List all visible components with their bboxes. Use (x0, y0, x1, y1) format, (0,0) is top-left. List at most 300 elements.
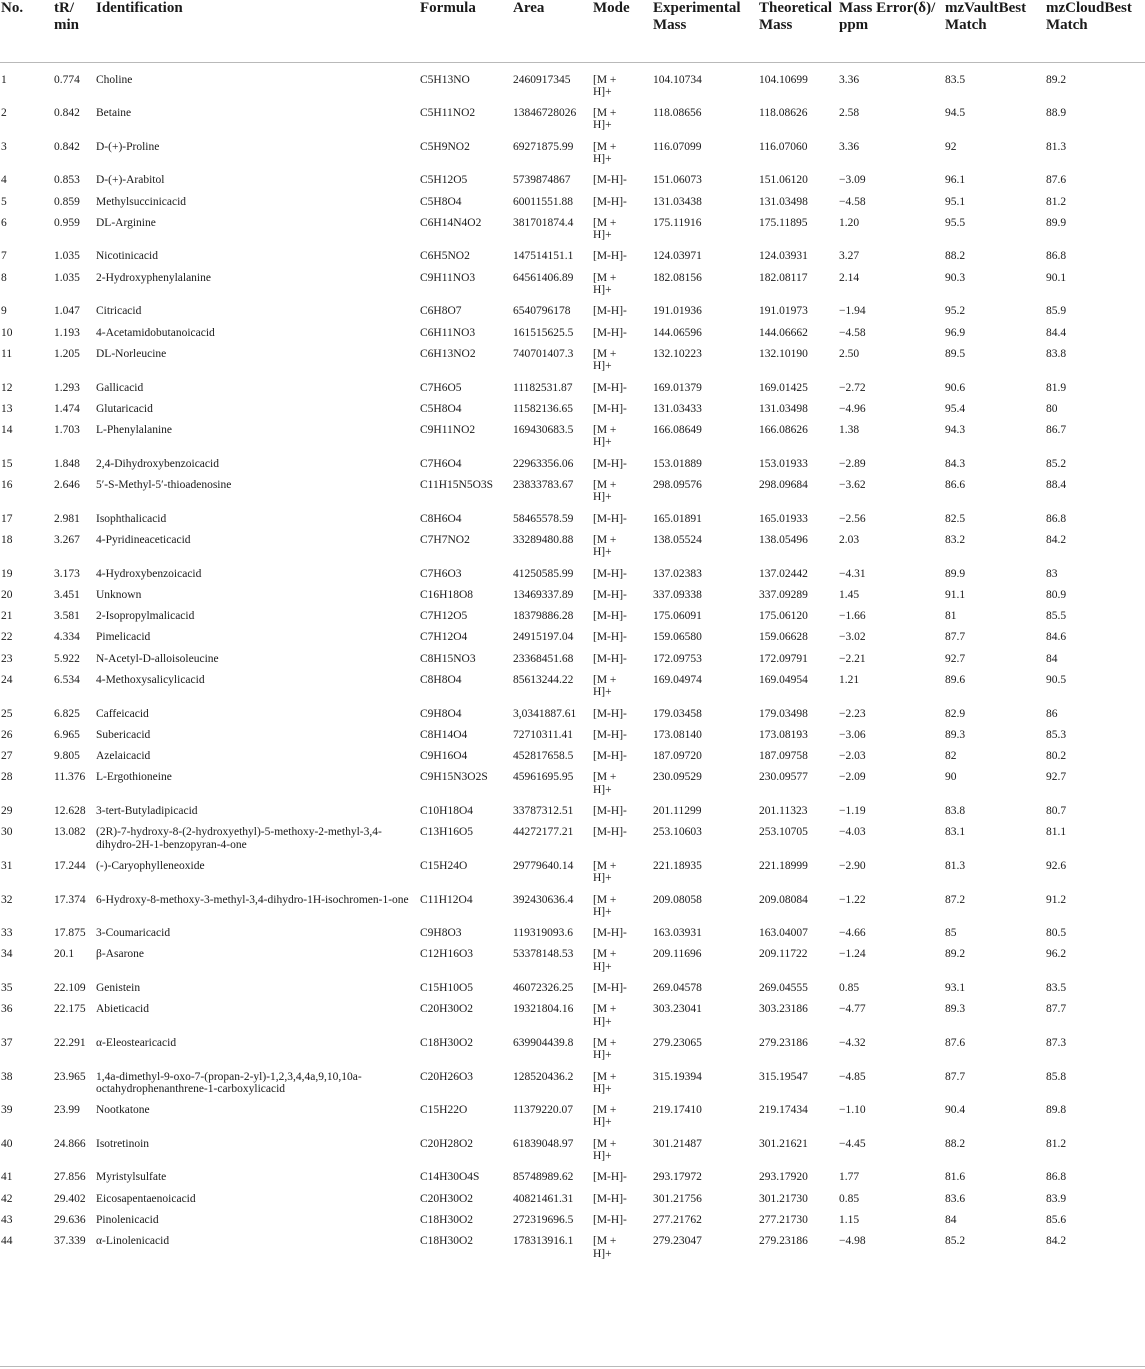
cell-formula: C14H30O4S (420, 1171, 480, 1184)
cell-mzcloud-match: 85.6 (1046, 1213, 1067, 1226)
cell-experimental-mass: 301.21487 (653, 1137, 702, 1150)
table-row (0, 670, 1145, 704)
cell-no: 11 (1, 347, 13, 360)
cell-experimental-mass: 179.03458 (653, 707, 702, 720)
cell-identification: 2-Hydroxyphenylalanine (96, 271, 211, 284)
cell-mode: [M-H]- (593, 326, 627, 339)
cell-mass-error: −2.09 (839, 771, 866, 784)
cell-no: 29 (1, 805, 13, 818)
cell-no: 30 (1, 826, 13, 839)
cell-mzcloud-match: 85.2 (1046, 457, 1067, 470)
cell-identification: α-Linolenicacid (96, 1235, 170, 1248)
cell-formula: C7H6O4 (420, 457, 462, 470)
table-row (0, 301, 1145, 322)
table-row (0, 246, 1145, 267)
cell-identification: DL-Arginine (96, 216, 156, 229)
cell-formula: C9H15N3O2S (420, 771, 488, 784)
cell-theoretical-mass: 172.09791 (759, 652, 808, 665)
cell-mzcloud-match: 81.9 (1046, 381, 1067, 394)
cell-mass-error: −4.03 (839, 826, 866, 839)
cell-no: 2 (1, 107, 7, 120)
cell-mass-error: −4.58 (839, 195, 866, 208)
header-row (0, 0, 1145, 62)
cell-formula: C8H14O4 (420, 728, 468, 741)
cell-area: 23368451.68 (513, 652, 574, 665)
cell-retention-time: 1.293 (54, 381, 80, 394)
cell-mass-error: −2.23 (839, 707, 866, 720)
cell-experimental-mass: 293.17972 (653, 1171, 702, 1184)
cell-formula: C20H26O3 (420, 1070, 474, 1083)
cell-mzcloud-match: 89.8 (1046, 1104, 1067, 1117)
cell-theoretical-mass: 131.03498 (759, 195, 808, 208)
cell-theoretical-mass: 209.08084 (759, 893, 808, 906)
cell-retention-time: 11.376 (54, 771, 86, 784)
table-row (0, 944, 1145, 978)
table-row (0, 475, 1145, 509)
cell-mzvault-match: 95.5 (945, 216, 966, 229)
cell-no: 40 (1, 1137, 13, 1150)
cell-area: 46072326.25 (513, 982, 574, 995)
cell-area: 452817658.5 (513, 750, 574, 763)
cell-experimental-mass: 337.09338 (653, 588, 702, 601)
cell-experimental-mass: 124.03971 (653, 250, 702, 263)
cell-formula: C15H24O (420, 859, 468, 872)
table-row (0, 767, 1145, 801)
cell-theoretical-mass: 163.04007 (759, 927, 808, 940)
cell-mzvault-match: 81.6 (945, 1171, 966, 1184)
cell-retention-time: 6.534 (54, 674, 80, 686)
cell-mzvault-match: 83.2 (945, 533, 966, 546)
cell-mzcloud-match: 88.9 (1046, 107, 1067, 120)
cell-mzvault-match: 83.8 (945, 805, 966, 818)
cell-mass-error: 2.14 (839, 271, 860, 284)
cell-identification: Choline (96, 73, 133, 86)
cell-theoretical-mass: 116.07060 (759, 140, 808, 153)
cell-formula: C6H8O7 (420, 305, 462, 318)
cell-identification: Glutaricacid (96, 402, 153, 415)
cell-experimental-mass: 169.01379 (653, 381, 702, 394)
cell-formula: C7H7NO2 (420, 533, 470, 546)
cell-no: 19 (1, 567, 13, 580)
cell-mzcloud-match: 86 (1046, 707, 1058, 720)
cell-theoretical-mass: 169.01425 (759, 381, 808, 394)
cell-mass-error: −4.31 (839, 567, 866, 580)
cell-experimental-mass: 166.08649 (653, 424, 702, 437)
cell-mass-error: −2.03 (839, 750, 866, 763)
cell-mass-error: −2.21 (839, 652, 866, 665)
cell-area: 64561406.89 (513, 271, 574, 284)
cell-experimental-mass: 153.01889 (653, 457, 702, 470)
cell-mode: [M + H]+ (593, 424, 617, 449)
cell-mzvault-match: 85.2 (945, 1235, 966, 1248)
col-header-retention-time: tR/ min (53, 0, 95, 62)
cell-experimental-mass: 253.10603 (653, 826, 702, 839)
cell-mzvault-match: 83.5 (945, 73, 966, 86)
cell-theoretical-mass: 253.10705 (759, 826, 808, 839)
cell-mass-error: 3.36 (839, 73, 860, 86)
table-row (0, 399, 1145, 420)
table-row (0, 725, 1145, 746)
cell-mass-error: 2.50 (839, 347, 860, 360)
cell-mass-error: −4.58 (839, 326, 866, 339)
cell-mode: [M-H]- (593, 927, 627, 940)
cell-formula: C7H6O5 (420, 381, 462, 394)
cell-mode: [M + H]+ (593, 479, 617, 504)
table-row (0, 822, 1145, 856)
cell-identification: Abieticacid (96, 1003, 150, 1016)
cell-mode: [M-H]- (593, 1171, 627, 1184)
cell-experimental-mass: 131.03433 (653, 402, 702, 415)
cell-area: 19321804.16 (513, 1003, 574, 1016)
cell-experimental-mass: 187.09720 (653, 750, 702, 763)
cell-experimental-mass: 175.06091 (653, 610, 702, 623)
cell-identification: L-Phenylalanine (96, 424, 173, 437)
cell-formula: C9H11NO2 (420, 424, 476, 437)
cell-mass-error: −1.19 (839, 805, 866, 818)
cell-retention-time: 24.866 (54, 1137, 86, 1150)
col-header-mzvault-match: mzVaultBest Match (944, 0, 1045, 62)
cell-mass-error: 2.58 (839, 107, 860, 120)
table-row (0, 378, 1145, 399)
cell-identification: Betaine (96, 107, 132, 120)
cell-experimental-mass: 230.09529 (653, 771, 702, 784)
cell-area: 23833783.67 (513, 479, 574, 492)
cell-experimental-mass: 131.03438 (653, 195, 702, 208)
cell-area: 33787312.51 (513, 805, 574, 818)
table-row (0, 1210, 1145, 1231)
cell-theoretical-mass: 219.17434 (759, 1104, 808, 1117)
cell-no: 24 (1, 674, 13, 686)
cell-theoretical-mass: 201.11323 (759, 805, 808, 818)
cell-experimental-mass: 173.08140 (653, 728, 702, 741)
cell-formula: C12H16O3 (420, 948, 474, 961)
cell-mzvault-match: 94.3 (945, 424, 966, 437)
cell-theoretical-mass: 159.06628 (759, 631, 808, 644)
cell-mode: [M-H]- (593, 1192, 627, 1205)
cell-mzvault-match: 88.2 (945, 250, 966, 263)
table-row (0, 1167, 1145, 1188)
cell-retention-time: 1.035 (54, 250, 80, 263)
cell-retention-time: 27.856 (54, 1171, 86, 1184)
cell-theoretical-mass: 151.06120 (759, 174, 808, 187)
cell-theoretical-mass: 153.01933 (759, 457, 808, 470)
cell-area: 85613244.22 (513, 674, 574, 686)
cell-no: 35 (1, 982, 13, 995)
cell-no: 28 (1, 771, 13, 784)
cell-mass-error: 1.21 (839, 674, 860, 686)
cell-no: 4 (1, 174, 7, 187)
col-header-mass-error: Mass Error(δ)/ ppm (838, 0, 944, 62)
cell-mzvault-match: 90.6 (945, 381, 966, 394)
table-row (0, 509, 1145, 530)
cell-mzvault-match: 81.3 (945, 859, 966, 872)
cell-identification: 3-tert-Butyladipicacid (96, 805, 198, 818)
cell-retention-time: 22.175 (54, 1003, 86, 1016)
cell-theoretical-mass: 301.21730 (759, 1192, 808, 1205)
cell-retention-time: 3.267 (54, 533, 80, 546)
cell-experimental-mass: 209.11696 (653, 948, 702, 961)
cell-theoretical-mass: 104.10699 (759, 73, 808, 86)
cell-area: 41250585.99 (513, 567, 574, 580)
cell-theoretical-mass: 166.08626 (759, 424, 808, 437)
table-row (0, 856, 1145, 890)
cell-experimental-mass: 159.06580 (653, 631, 702, 644)
cell-mzvault-match: 89.3 (945, 1003, 966, 1016)
cell-mode: [M-H]- (593, 652, 627, 665)
cell-area: 119319093.6 (513, 927, 573, 940)
cell-mode: [M-H]- (593, 402, 627, 415)
cell-retention-time: 17.875 (54, 927, 86, 940)
cell-area: 58465578.59 (513, 512, 574, 525)
cell-mzvault-match: 90.4 (945, 1104, 966, 1117)
table-row (0, 323, 1145, 344)
cell-formula: C6H5NO2 (420, 250, 470, 263)
cell-mode: [M + H]+ (593, 1036, 617, 1062)
table-row (0, 585, 1145, 606)
table-row (0, 606, 1145, 627)
cell-theoretical-mass: 301.21621 (759, 1137, 808, 1150)
cell-theoretical-mass: 315.19547 (759, 1070, 808, 1083)
cell-mzvault-match: 87.7 (945, 631, 966, 644)
cell-mzvault-match: 95.2 (945, 305, 966, 318)
cell-mzcloud-match: 81.2 (1046, 195, 1067, 208)
cell-formula: C7H12O5 (420, 610, 468, 623)
cell-formula: C5H11NO2 (420, 107, 476, 120)
cell-no: 17 (1, 512, 13, 525)
cell-identification: L-Ergothioneine (96, 771, 172, 784)
cell-mzcloud-match: 83.9 (1046, 1192, 1067, 1205)
cell-identification: Azelaicacid (96, 750, 151, 763)
cell-mzvault-match: 89.2 (945, 948, 966, 961)
cell-retention-time: 0.842 (54, 107, 80, 120)
cell-mass-error: −4.96 (839, 402, 866, 415)
table-row (0, 1100, 1145, 1134)
cell-mode: [M + H]+ (593, 1070, 617, 1095)
cell-experimental-mass: 209.08058 (653, 893, 702, 906)
cell-mzvault-match: 94.5 (945, 107, 966, 120)
cell-mass-error: −2.89 (839, 457, 866, 470)
cell-retention-time: 17.374 (54, 893, 86, 906)
cell-formula: C9H16O4 (420, 750, 468, 763)
cell-mzcloud-match: 87.3 (1046, 1036, 1067, 1049)
cell-identification: Nicotinicacid (96, 250, 158, 263)
cell-area: 381701874.4 (513, 216, 574, 229)
cell-mode: [M + H]+ (593, 347, 617, 373)
cell-no: 13 (1, 402, 13, 415)
cell-area: 147514151.1 (513, 250, 574, 263)
cell-mass-error: −1.24 (839, 948, 866, 961)
cell-theoretical-mass: 269.04555 (759, 982, 808, 995)
cell-mode: [M-H]- (593, 512, 627, 525)
cell-no: 21 (1, 610, 13, 623)
cell-mzcloud-match: 84.2 (1046, 1235, 1067, 1248)
cell-mzcloud-match: 86.8 (1046, 250, 1067, 263)
table-row (0, 103, 1145, 137)
cell-retention-time: 0.853 (54, 174, 80, 187)
table-row (0, 62, 1145, 103)
table-row (0, 649, 1145, 670)
table-row (0, 1033, 1145, 1067)
cell-mass-error: −1.94 (839, 305, 866, 318)
cell-mzcloud-match: 90.1 (1046, 271, 1067, 284)
cell-area: 6540796178 (513, 305, 571, 318)
cell-no: 27 (1, 750, 13, 763)
cell-mass-error: −4.98 (839, 1235, 866, 1248)
cell-no: 10 (1, 326, 13, 339)
cell-theoretical-mass: 175.11895 (759, 216, 808, 229)
cell-mass-error: −4.66 (839, 927, 866, 940)
cell-theoretical-mass: 131.03498 (759, 402, 808, 415)
cell-formula: C5H8O4 (420, 195, 462, 208)
cell-identification: 5′-S-Methyl-5′-thioadenosine (96, 479, 232, 492)
cell-mass-error: −4.32 (839, 1036, 866, 1049)
cell-mzcloud-match: 83.8 (1046, 347, 1067, 360)
cell-mode: [M-H]- (593, 457, 627, 470)
table-row (0, 890, 1145, 924)
cell-formula: C13H16O5 (420, 826, 474, 839)
cell-mode: [M-H]- (593, 610, 627, 623)
cell-no: 12 (1, 381, 13, 394)
cell-mass-error: −1.66 (839, 610, 866, 623)
col-header-mzcloud-match: mzCloudBest Match (1045, 0, 1145, 62)
cell-no: 8 (1, 271, 7, 284)
cell-identification: Genistein (96, 982, 141, 995)
cell-formula: C5H9NO2 (420, 140, 470, 153)
cell-identification: (-)-Caryophylleneoxide (96, 859, 205, 872)
table-row (0, 170, 1145, 191)
cell-formula: C20H28O2 (420, 1137, 474, 1150)
cell-mzcloud-match: 92.7 (1046, 771, 1067, 784)
cell-theoretical-mass: 179.03498 (759, 707, 808, 720)
cell-mzvault-match: 87.6 (945, 1036, 966, 1049)
cell-mzcloud-match: 84.2 (1046, 533, 1067, 546)
cell-theoretical-mass: 118.08626 (759, 107, 808, 120)
cell-experimental-mass: 132.10223 (653, 347, 702, 360)
cell-no: 38 (1, 1070, 13, 1083)
cell-identification: Unknown (96, 588, 142, 601)
cell-theoretical-mass: 337.09289 (759, 588, 808, 601)
col-header-area: Area (512, 0, 592, 62)
cell-mass-error: 2.03 (839, 533, 860, 546)
cell-area: 45961695.95 (513, 771, 574, 784)
cell-mass-error: −2.90 (839, 859, 866, 872)
cell-retention-time: 13.082 (54, 826, 86, 839)
cell-mode: [M-H]- (593, 174, 627, 187)
cell-no: 26 (1, 728, 13, 741)
cell-no: 1 (1, 73, 7, 86)
cell-no: 20 (1, 588, 13, 601)
cell-area: 29779640.14 (513, 859, 574, 872)
cell-mass-error: −3.02 (839, 631, 866, 644)
cell-identification: DL-Norleucine (96, 347, 167, 360)
cell-theoretical-mass: 182.08117 (759, 271, 808, 284)
cell-mass-error: −3.06 (839, 728, 866, 741)
cell-mode: [M + H]+ (593, 674, 617, 699)
cell-mzvault-match: 89.9 (945, 567, 966, 580)
cell-experimental-mass: 165.01891 (653, 512, 702, 525)
cell-area: 13846728026 (513, 107, 577, 120)
cell-no: 34 (1, 948, 13, 961)
cell-mzcloud-match: 85.3 (1046, 728, 1067, 741)
cell-theoretical-mass: 191.01973 (759, 305, 808, 318)
cell-mzcloud-match: 83 (1046, 567, 1058, 580)
cell-experimental-mass: 303.23041 (653, 1003, 702, 1016)
cell-mzcloud-match: 86.7 (1046, 424, 1067, 437)
cell-mzcloud-match: 86.8 (1046, 512, 1067, 525)
cell-retention-time: 22.109 (54, 982, 86, 995)
cell-mzcloud-match: 84.6 (1046, 631, 1067, 644)
col-header-mode: Mode (592, 0, 652, 62)
cell-identification: Isophthalicacid (96, 512, 167, 525)
cell-formula: C20H30O2 (420, 1003, 474, 1016)
table-row (0, 1231, 1145, 1265)
cell-identification: 2,4-Dihydroxybenzoicacid (96, 457, 219, 470)
cell-retention-time: 6.965 (54, 728, 80, 741)
cell-mass-error: −4.85 (839, 1070, 866, 1083)
cell-formula: C5H12O5 (420, 174, 468, 187)
cell-area: 18379886.28 (513, 610, 574, 623)
table-row (0, 213, 1145, 247)
cell-mzvault-match: 91.1 (945, 588, 966, 601)
cell-identification: (2R)-7-hydroxy-8-(2-hydroxyethyl)-5-methoxy-2-methyl-3,4-dihydro-2H-1-benzopyran-4-one (96, 826, 382, 851)
cell-no: 37 (1, 1036, 13, 1049)
cell-no: 9 (1, 305, 7, 318)
cell-mzvault-match: 95.4 (945, 402, 966, 415)
cell-identification: 3-Coumaricacid (96, 927, 171, 940)
cell-mzcloud-match: 86.8 (1046, 1171, 1067, 1184)
cell-area: 5739874867 (513, 174, 571, 187)
cell-mass-error: 1.38 (839, 424, 860, 437)
cell-mode: [M-H]- (593, 250, 627, 263)
cell-formula: C6H11NO3 (420, 326, 476, 339)
cell-mzvault-match: 96.1 (945, 174, 966, 187)
cell-experimental-mass: 219.17410 (653, 1104, 702, 1117)
cell-mzvault-match: 90.3 (945, 271, 966, 284)
cell-mzcloud-match: 87.6 (1046, 174, 1067, 187)
cell-no: 18 (1, 533, 13, 546)
cell-mode: [M + H]+ (593, 140, 617, 165)
cell-mzvault-match: 87.7 (945, 1070, 966, 1083)
cell-mzvault-match: 84 (945, 1213, 957, 1226)
cell-mass-error: 0.85 (839, 1192, 860, 1205)
cell-identification: Nootkatone (96, 1104, 150, 1117)
table-row (0, 344, 1145, 378)
cell-retention-time: 4.334 (54, 631, 80, 644)
cell-retention-time: 29.402 (54, 1192, 86, 1205)
cell-retention-time: 22.291 (54, 1036, 86, 1049)
cell-mass-error: 1.15 (839, 1213, 860, 1226)
cell-identification: 6-Hydroxy-8-methoxy-3-methyl-3,4-dihydro-1H-isochromen-1-one (96, 893, 409, 906)
cell-theoretical-mass: 187.09758 (759, 750, 808, 763)
cell-area: 272319696.5 (513, 1213, 574, 1226)
cell-mzcloud-match: 91.2 (1046, 893, 1067, 906)
cell-no: 5 (1, 195, 7, 208)
cell-retention-time: 1.848 (54, 457, 80, 470)
cell-identification: Isotretinoin (96, 1137, 150, 1150)
cell-area: 2460917345 (513, 73, 571, 86)
cell-mzcloud-match: 80.7 (1046, 805, 1067, 818)
cell-mass-error: −1.10 (839, 1104, 866, 1117)
table-row (0, 978, 1145, 999)
cell-experimental-mass: 104.10734 (653, 73, 702, 86)
cell-mzvault-match: 82.5 (945, 512, 966, 525)
cell-mzvault-match: 87.2 (945, 893, 966, 906)
cell-mode: [M-H]- (593, 982, 627, 995)
cell-area: 85748989.62 (513, 1171, 574, 1184)
cell-mode: [M-H]- (593, 805, 627, 818)
cell-experimental-mass: 138.05524 (653, 533, 702, 546)
cell-mass-error: 1.45 (839, 588, 860, 601)
